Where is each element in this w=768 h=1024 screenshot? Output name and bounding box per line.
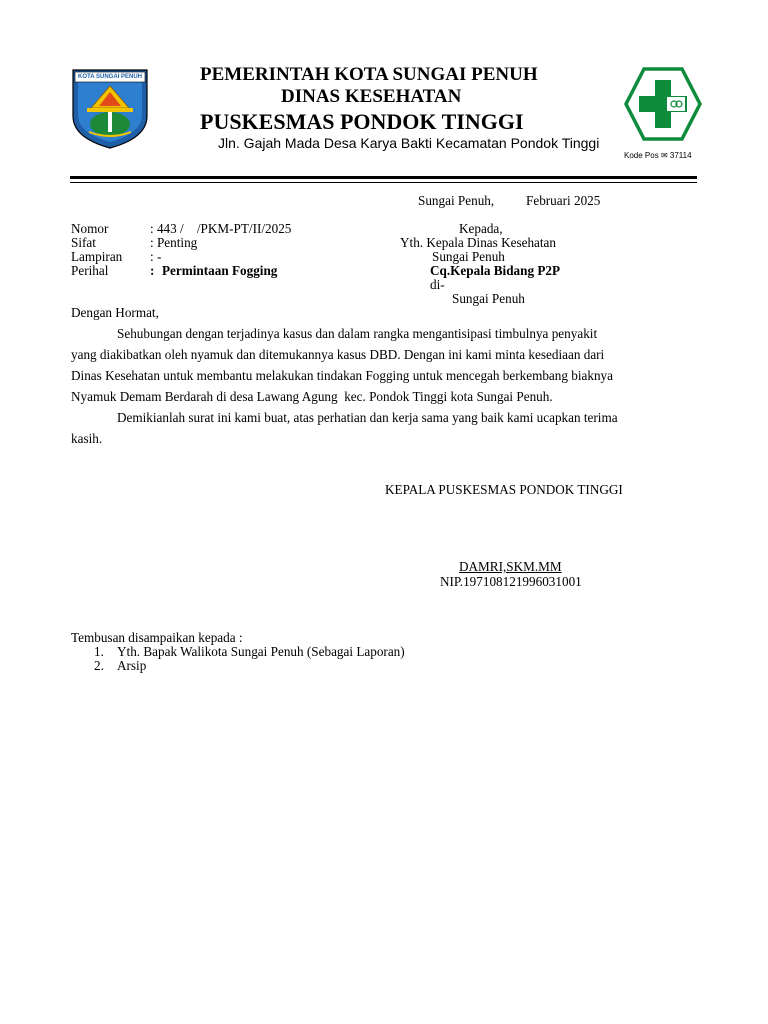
city-emblem-logo — [69, 66, 151, 150]
letterhead-line-3: PUSKESMAS PONDOK TINGGI — [200, 109, 524, 134]
puskesmas-logo — [624, 66, 702, 142]
cc-heading: Tembusan disampaikan kepada : — [71, 630, 243, 645]
signature-nip: NIP.197108121996031001 — [440, 574, 582, 589]
meta-label-sifat: Sifat — [71, 235, 96, 250]
postal-code: 37114 — [669, 151, 692, 160]
meta-value-perihal: Permintaan Fogging — [162, 263, 278, 278]
date-place: Sungai Penuh, — [418, 193, 495, 208]
meta-label-nomor: Nomor — [71, 221, 109, 236]
paragraph-1-line-1: Sehubungan dengan terjadinya kasus dan dalam rangka mengantisipasi timbulnya penyakit — [117, 326, 598, 341]
signature-title: KEPALA PUSKESMAS PONDOK TINGGI — [385, 482, 623, 497]
signature-name: DAMRI,SKM.MM — [459, 559, 562, 574]
letterhead-address: Jln. Gajah Mada Desa Karya Bakti Kecamatan Pondok Tinggi — [218, 135, 600, 151]
letterhead-line-2: DINAS KESEHATAN — [281, 86, 462, 107]
paragraph-2-line-1: Demikianlah surat ini kami buat, atas perhatian dan kerja sama yang baik kami ucapkan terima — [117, 410, 618, 425]
postal-code-line — [624, 151, 692, 160]
meta-sep-perihal: : — [150, 263, 155, 278]
letterhead-rule-thick — [70, 176, 697, 179]
meta-value-nomor: : 443 / /PKM-PT/II/2025 — [150, 221, 292, 236]
meta-label-perihal: Perihal — [71, 263, 109, 278]
cc-item-1-num: 1. — [94, 644, 104, 659]
recipient-line-3: Cq.Kepala Bidang P2P — [430, 263, 561, 278]
postal-label: Kode Pos — [624, 151, 659, 160]
paragraph-1-line-4: Nyamuk Demam Berdarah di desa Lawang Agung kec. Pondok Tinggi kota Sungai Penuh. — [71, 389, 553, 404]
recipient-kepada: Kepada, — [459, 221, 503, 236]
cc-item-2-num: 2. — [94, 658, 104, 673]
envelope-icon: ✉ — [660, 151, 668, 160]
recipient-line-2: Sungai Penuh — [432, 249, 505, 264]
recipient-line-4: di- — [430, 277, 445, 292]
cc-item-2-text: Arsip — [117, 658, 147, 673]
salutation: Dengan Hormat, — [71, 305, 159, 320]
recipient-line-5: Sungai Penuh — [452, 291, 525, 306]
date-value: Februari 2025 — [526, 193, 601, 208]
letterhead-line-1: PEMERINTAH KOTA SUNGAI PENUH — [200, 64, 538, 85]
paragraph-1-line-3: Dinas Kesehatan untuk membantu melakukan tindakan Fogging untuk mencegah berkembang biaknya — [71, 368, 614, 383]
recipient-line-1: Yth. Kepala Dinas Kesehatan — [400, 235, 556, 250]
cc-item-1-text: Yth. Bapak Walikota Sungai Penuh (Sebagai Laporan) — [117, 644, 405, 659]
letterhead-rule-thin — [70, 182, 697, 183]
city-emblem-banner-text: KOTA SUNGAI PENUH — [77, 74, 142, 80]
paragraph-1-line-2: yang diakibatkan oleh nyamuk dan ditemukannya kasus DBD. Dengan ini kami minta kesediaan dari — [71, 347, 605, 362]
meta-label-lampiran: Lampiran — [71, 249, 123, 264]
meta-value-lampiran: : - — [150, 249, 162, 264]
meta-value-sifat: : Penting — [150, 235, 198, 250]
paragraph-2-line-2: kasih. — [71, 431, 103, 446]
